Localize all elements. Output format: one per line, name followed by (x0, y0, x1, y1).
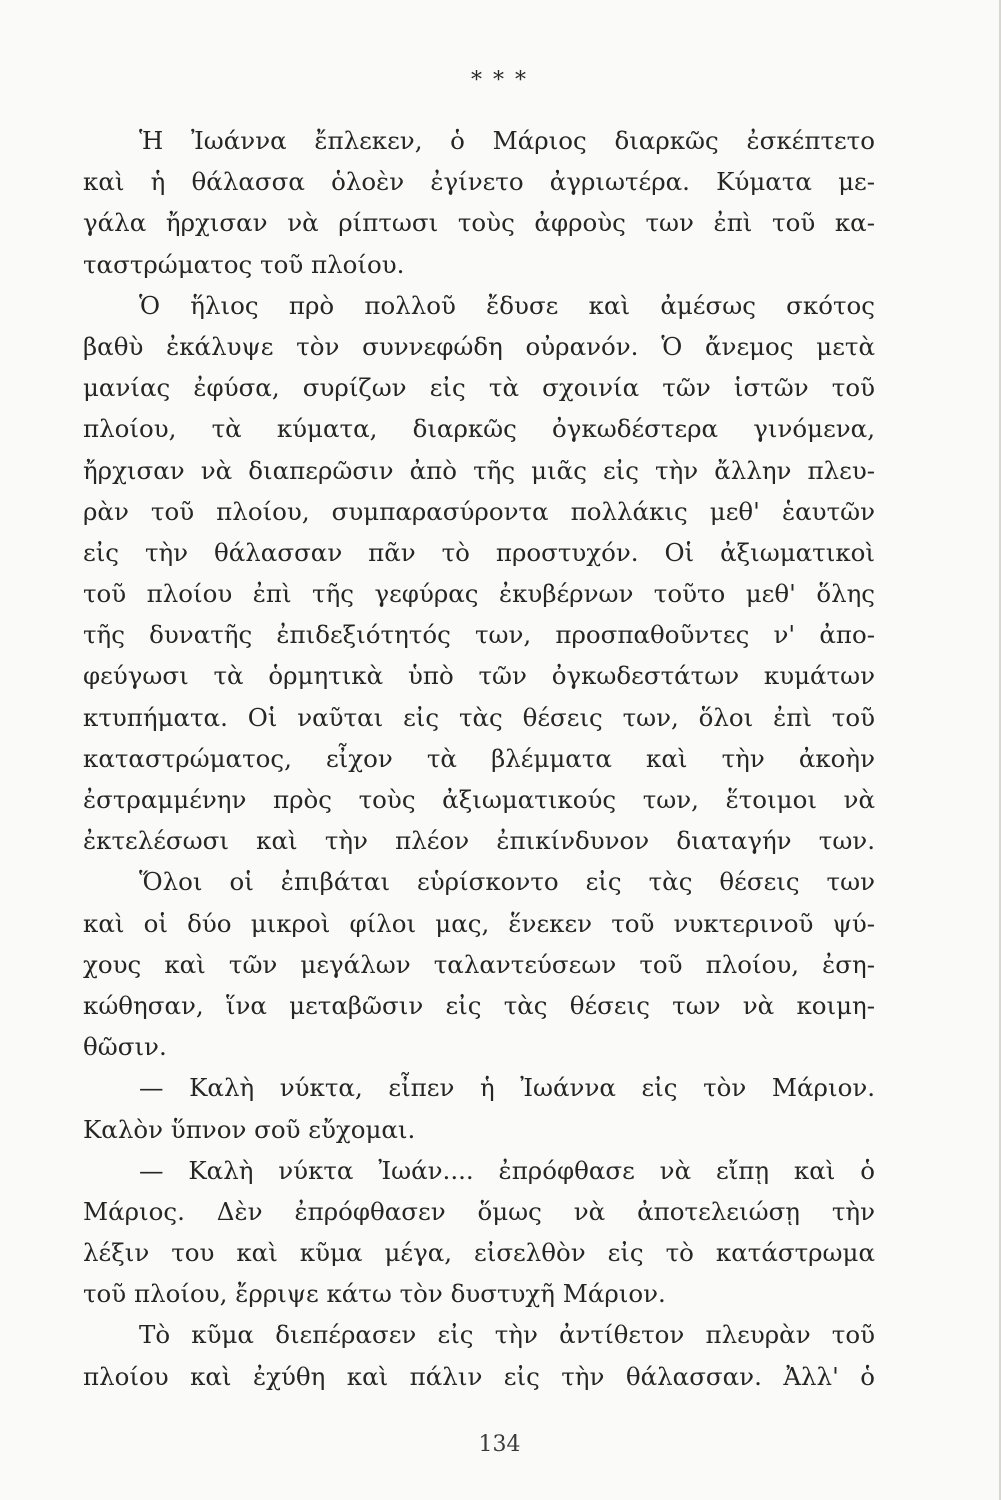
text-line: μανίας ἐφύσα, συρίζων εἰς τὰ σχοινία τῶν ἱστῶν τοῦ (83, 373, 875, 403)
text-line: — Καλὴ νύκτα, εἶπεν ἡ Ἰωάννα εἰς τὸν Μάριον. (139, 1073, 875, 1103)
text-line: κώθησαν, ἵνα μεταβῶσιν εἰς τὰς θέσεις των νὰ κοιμη- (83, 990, 875, 1020)
text-line: λέξιν του καὶ κῦμα μέγα, εἰσελθὸν εἰς τὸ κατάστρωμα (83, 1238, 875, 1268)
text-line: ἤρχισαν νὰ διαπερῶσιν ἀπὸ τῆς μιᾶς εἰς τὴν ἄλλην πλευ- (83, 455, 875, 485)
text-line: ἐκτελέσωσι καὶ τὴν πλέον ἐπικίνδυνον διαταγήν των. (83, 826, 875, 856)
text-line: θῶσιν. (83, 1032, 167, 1062)
text-line: πλοίου καὶ ἐχύθη καὶ πάλιν εἰς τὴν θάλασσαν. Ἀλλ' ὁ (83, 1361, 875, 1391)
text-line: Ἡ Ἰωάννα ἔπλεκεν, ὁ Μάριος διαρκῶς ἐσκέπτετο (139, 126, 875, 155)
page-number: 134 (478, 1432, 521, 1457)
text-line: καὶ ἡ θάλασσα ὁλοὲν ἐγίνετο ἀγριωτέρα. Κύματα με- (83, 167, 875, 197)
text-line: Τὸ κῦμα διεπέρασεν εἰς τὴν ἀντίθετον πλευρὰν τοῦ (139, 1320, 875, 1350)
text-line: Μάριος. Δὲν ἐπρόφθασεν ὅμως νὰ ἀποτελειώσῃ τὴν (83, 1196, 875, 1226)
text-line: τοῦ πλοίου, ἔρριψε κάτω τὸν δυστυχῆ Μάριον. (83, 1279, 666, 1309)
text-line: ἐστραμμένην πρὸς τοὺς ἀξιωματικούς των, ἕτοιμοι νὰ (83, 785, 875, 814)
text-line: κτυπήματα. Οἱ ναῦται εἰς τὰς θέσεις των, ὅλοι ἐπὶ τοῦ (83, 702, 875, 732)
section-separator: * * * (471, 68, 528, 93)
text-line: βαθὺ ἐκάλυψε τὸν συννεφώδη οὐρανόν. Ὁ ἄνεμος μετὰ (83, 331, 875, 361)
text-line: χους καὶ τῶν μεγάλων ταλαντεύσεων τοῦ πλοίου, ἐση- (83, 949, 875, 979)
text-line: τῆς δυνατῆς ἐπιδεξιότητός των, προσπαθοῦντες ν' ἀπο- (83, 620, 875, 650)
text-line: ταστρώματος τοῦ πλοίου. (83, 249, 405, 279)
page-body-text (83, 120, 875, 1397)
text-line: φεύγωσι τὰ ὁρμητικὰ ὑπὸ τῶν ὀγκωδεστάτων κυμάτων (83, 661, 875, 691)
text-line: καταστρώματος, εἶχον τὰ βλέμματα καὶ τὴν ἀκοὴν (83, 743, 875, 773)
text-line: Ὅλοι οἱ ἐπιβάται εὑρίσκοντο εἰς τὰς θέσεις των (139, 867, 875, 897)
text-line: Καλὸν ὕπνον σοῦ εὔχομαι. (83, 1114, 416, 1144)
text-line: — Καλὴ νύκτα Ἰωάν.... ἐπρόφθασε νὰ εἴπῃ καὶ ὁ (139, 1155, 875, 1185)
text-line: εἰς τὴν θάλασσαν πᾶν τὸ προστυχόν. Οἱ ἀξιωματικοὶ (83, 537, 875, 567)
text-line: ρὰν τοῦ πλοίου, συμπαρασύροντα πολλάκις μεθ' ἑαυτῶν (83, 496, 875, 526)
text-line: Ὁ ἥλιος πρὸ πολλοῦ ἔδυσε καὶ ἀμέσως σκότος (139, 290, 875, 320)
text-line: τοῦ πλοίου ἐπὶ τῆς γεφύρας ἐκυβέρνων τοῦτο μεθ' ὅλης (83, 579, 875, 609)
text-line: καὶ οἱ δύο μικροὶ φίλοι μας, ἕνεκεν τοῦ νυκτερινοῦ ψύ- (83, 908, 875, 938)
text-line: πλοίου, τὰ κύματα, διαρκῶς ὀγκωδέστερα γινόμενα, (83, 414, 875, 444)
text-line: γάλα ἤρχισαν νὰ ρίπτωσι τοὺς ἀφροὺς των ἐπὶ τοῦ κα- (83, 208, 875, 238)
